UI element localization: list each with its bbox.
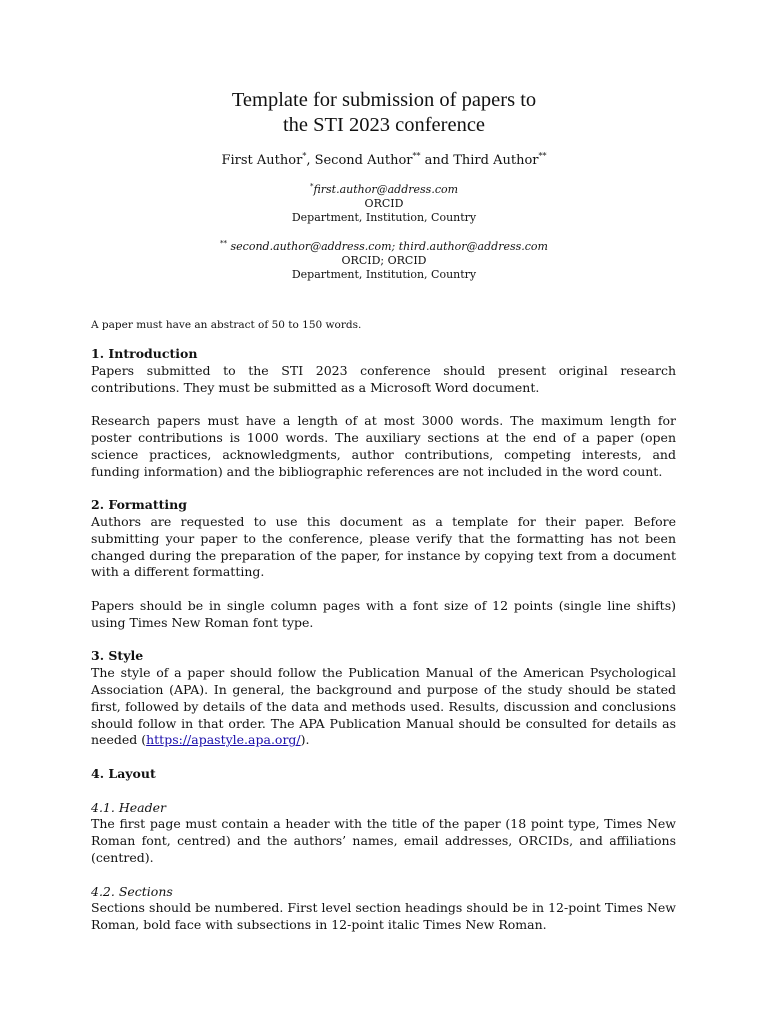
- paper-title: [0, 88, 768, 138]
- paragraph-text: ).: [300, 732, 310, 748]
- affiliation-block-1: [0, 183, 768, 226]
- author-line: [0, 152, 768, 170]
- paragraph: Authors are requested to use this document as a template for their paper. Before submitting your paper to the conference, please verify that the formatting has not been changed during the preparation of the paper, for instance by copying text from a document with a different formatting.: [91, 513, 676, 580]
- department-line: Department, Institution, Country: [291, 268, 477, 282]
- abstract-note: A paper must have an abstract of 50 to 150 words.: [91, 319, 362, 331]
- paragraph: Sections should be numbered. First level section headings should be in 12-point Times New Roman, bold face with subsections in 12-point italic Times New Roman.: [91, 900, 676, 933]
- orcid-line: ORCID; ORCID: [341, 254, 427, 268]
- affiliation-mark: **: [220, 239, 228, 248]
- paragraph: Papers submitted to the STI 2023 conference should present original research contributions. They must be submitted as a Microsoft Word document.: [91, 362, 676, 395]
- apa-style-link[interactable]: https://apastyle.apa.org/: [146, 732, 301, 748]
- paragraph: Research papers must have a length of at most 3000 words. The maximum length for poster contributions is 1000 words. The auxiliary sections at the end of a paper (open science practices, acknowledgments, author contributions, competing interests, and funding information) and the bibliographic references are not included in the word count.: [91, 413, 676, 479]
- author-1-mark: *: [302, 151, 307, 161]
- title-line-2: the STI 2023 conference: [282, 114, 486, 136]
- section-heading-introduction: 1. Introduction: [91, 346, 198, 361]
- department-line: Department, Institution, Country: [291, 211, 477, 225]
- author-3-mark: **: [538, 151, 547, 161]
- author-3: Third Author: [453, 153, 539, 168]
- section-heading-style: 3. Style: [91, 648, 144, 664]
- author-2: Second Author: [314, 153, 413, 168]
- affiliation-email-line: [0, 240, 768, 254]
- section-heading-formatting: 2. Formatting: [91, 497, 187, 513]
- subsection-heading-header: 4.1. Header: [91, 799, 166, 815]
- paragraph: The first page must contain a header with the title of the paper (18 point type, Times New Roman font, centred) and the authors’ names, email addresses, ORCIDs, and affiliations (centred).: [91, 816, 676, 865]
- author-separator: ,: [306, 153, 315, 168]
- affiliation-block-2: [0, 240, 768, 283]
- orcid-line: ORCID: [364, 197, 404, 211]
- title-line-1: Template for submission of papers to: [231, 89, 537, 111]
- author-email: second.author@address.com; third.author@address.com: [227, 240, 548, 253]
- author-email: first.author@address.com: [313, 183, 459, 196]
- author-1: First Author: [221, 153, 303, 168]
- author-separator: and: [420, 153, 454, 168]
- section-heading-layout: 4. Layout: [91, 765, 156, 781]
- document-body: [91, 346, 676, 934]
- paragraph: [91, 665, 676, 749]
- affiliation-email-line: [0, 183, 768, 197]
- author-2-mark: **: [412, 151, 421, 161]
- paragraph-text: The style of a paper should follow the Publication Manual of the American Psychological Association (APA). In general, the background and purpose of the study should be stated first, followed by details of the data and methods used. Results, discussion and conclusions should follow in that order. The APA Publication Manual should be consulted for details as needed (: [91, 665, 676, 748]
- paragraph: Papers should be in single column pages with a font size of 12 points (single line shifts) using Times New Roman font type.: [91, 597, 676, 630]
- subsection-heading-sections: 4.2. Sections: [91, 883, 173, 899]
- affiliation-mark: *: [309, 182, 314, 191]
